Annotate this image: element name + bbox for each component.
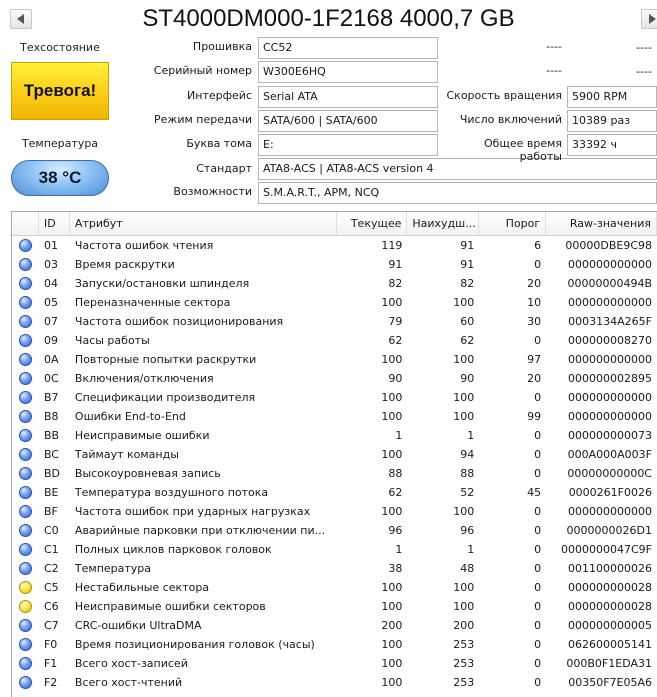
table-row[interactable] — [12, 331, 657, 350]
transfer-mode-label: Режим передачи — [154, 113, 252, 126]
status-cell — [12, 255, 39, 274]
column-header-threshold[interactable]: Порог — [479, 212, 546, 235]
good-status-icon — [19, 372, 32, 385]
threshold-value: 0 — [534, 391, 542, 404]
current-value: 79 — [388, 315, 403, 328]
current-value: 90 — [388, 372, 403, 385]
status-cell — [12, 312, 39, 331]
column-header-current[interactable]: Текущее — [337, 212, 407, 235]
worst-value: 100 — [453, 296, 475, 309]
temperature-badge[interactable]: 38 °C — [11, 160, 109, 196]
attribute-name: Частота ошибок позиционирования — [74, 315, 284, 328]
attribute-name: CRC-ошибки UltraDMA — [74, 619, 202, 632]
worst-value: 62 — [460, 334, 475, 347]
threshold-value: 0 — [534, 505, 542, 518]
good-status-icon — [19, 315, 32, 328]
attribute-id: BD — [43, 467, 60, 480]
status-cell — [12, 673, 39, 692]
worst-value: 60 — [460, 315, 475, 328]
worst-value: 100 — [453, 581, 475, 594]
status-cell — [12, 293, 39, 312]
attribute-name: Всего хост-чтений — [74, 676, 183, 689]
unknown-field-2: ---- — [567, 61, 657, 83]
next-disk-button[interactable] — [641, 9, 657, 29]
power-on-hours-field: 33392 ч — [567, 134, 657, 156]
firmware-label: Прошивка — [192, 40, 252, 53]
status-cell — [12, 578, 39, 597]
features-field: S.M.A.R.T., APM, NCQ — [258, 182, 657, 204]
raw-value: 000B0F1EDA31 — [566, 657, 652, 670]
worst-value: 100 — [453, 600, 475, 613]
good-status-icon — [19, 486, 32, 499]
column-header-id[interactable]: ID — [39, 212, 70, 235]
good-status-icon — [19, 505, 32, 518]
raw-value: 000000008270 — [568, 334, 652, 347]
disk-title: ST4000DM000-1F2168 4000,7 GB — [142, 5, 515, 32]
transfer-mode-field: SATA/600 | SATA/600 — [258, 110, 438, 132]
raw-value: 00000000000C — [567, 467, 652, 480]
worst-value: 1 — [467, 429, 475, 442]
current-value: 91 — [388, 258, 403, 271]
status-cell — [12, 388, 39, 407]
attribute-id: BE — [43, 486, 59, 499]
table-row[interactable] — [12, 502, 657, 521]
worst-value: 100 — [453, 410, 475, 423]
worst-value: 94 — [460, 448, 475, 461]
attribute-id: C5 — [43, 581, 59, 594]
good-status-icon — [19, 391, 32, 404]
good-status-icon — [19, 467, 32, 480]
current-value: 100 — [381, 657, 403, 670]
worst-value: 91 — [460, 239, 475, 252]
status-cell — [12, 369, 39, 388]
table-row[interactable] — [12, 673, 657, 692]
current-value: 1 — [395, 429, 403, 442]
table-row[interactable] — [12, 369, 657, 388]
attribute-id: C6 — [43, 600, 59, 613]
rotation-speed-field: 5900 RPM — [567, 86, 657, 108]
good-status-icon — [19, 296, 32, 309]
worst-value: 96 — [460, 524, 475, 537]
good-status-icon — [19, 353, 32, 366]
attribute-id: 04 — [43, 277, 58, 290]
attribute-id: F2 — [43, 676, 58, 689]
attribute-id: 05 — [43, 296, 58, 309]
status-cell — [12, 521, 39, 540]
unknown-label-2: ---- — [546, 64, 562, 77]
attribute-id: BB — [43, 429, 60, 442]
health-status-label: Техсостояние — [20, 41, 100, 54]
status-cell — [12, 331, 39, 350]
threshold-value: 20 — [527, 372, 542, 385]
attribute-id: BC — [43, 448, 59, 461]
raw-value: 000000000000 — [568, 410, 652, 423]
status-cell — [12, 236, 39, 255]
unknown-label-1: ---- — [546, 40, 562, 53]
worst-value: 253 — [453, 676, 475, 689]
attribute-name: Включения/отключения — [74, 372, 214, 385]
status-cell — [12, 635, 39, 654]
worst-value: 90 — [460, 372, 475, 385]
good-status-icon — [19, 562, 32, 575]
triangle-right-icon — [648, 14, 656, 24]
worst-value: 253 — [453, 638, 475, 651]
drive-letter-field: E: — [258, 134, 438, 156]
worst-value: 1 — [467, 543, 475, 556]
good-status-icon — [19, 429, 32, 442]
raw-value: 000000000073 — [568, 429, 652, 442]
attribute-name: Ошибки End-to-End — [74, 410, 186, 423]
table-body — [12, 236, 657, 692]
attribute-name: Всего хост-записей — [74, 657, 188, 670]
table-row[interactable] — [12, 635, 657, 654]
attribute-name: Повторные попытки раскрутки — [74, 353, 257, 366]
unknown-field-1: ---- — [567, 37, 657, 59]
current-value: 100 — [381, 353, 403, 366]
attribute-id: C1 — [43, 543, 59, 556]
serial-label: Серийный номер — [153, 64, 252, 77]
good-status-icon — [19, 619, 32, 632]
status-cell — [12, 426, 39, 445]
attribute-id: 07 — [43, 315, 58, 328]
caution-status-icon — [19, 581, 32, 594]
threshold-value: 99 — [527, 410, 542, 423]
table-row[interactable] — [12, 312, 657, 331]
table-row[interactable] — [12, 236, 657, 255]
worst-value: 100 — [453, 391, 475, 404]
current-value: 96 — [388, 524, 403, 537]
threshold-value: 20 — [527, 277, 542, 290]
raw-value: 00000DBE9C98 — [565, 239, 652, 252]
table-row[interactable] — [12, 578, 657, 597]
threshold-value: 10 — [527, 296, 542, 309]
attribute-name: Часы работы — [74, 334, 150, 347]
worst-value: 91 — [460, 258, 475, 271]
good-status-icon — [19, 657, 32, 670]
attribute-id: C2 — [43, 562, 59, 575]
threshold-value: 0 — [534, 657, 542, 670]
status-cell — [12, 502, 39, 521]
current-value: 62 — [388, 334, 403, 347]
power-on-count-label: Число включений — [459, 113, 562, 126]
raw-value: 0000000047C9F — [561, 543, 652, 556]
good-status-icon — [19, 638, 32, 651]
attribute-id: C0 — [43, 524, 59, 537]
raw-value: 000000000000 — [568, 296, 652, 309]
threshold-value: 45 — [527, 486, 542, 499]
threshold-value: 0 — [534, 524, 542, 537]
attribute-name: Таймаут команды — [74, 448, 179, 461]
interface-label: Интерфейс — [187, 89, 252, 102]
raw-value: 0000261F0026 — [568, 486, 652, 499]
status-cell — [12, 483, 39, 502]
threshold-value: 0 — [534, 619, 542, 632]
raw-value: 00350F7E05A6 — [568, 676, 652, 689]
attribute-name: Высокоуровневая запись — [74, 467, 221, 480]
status-cell — [12, 654, 39, 673]
raw-value: 00000000494B — [567, 277, 652, 290]
table-row[interactable] — [12, 388, 657, 407]
attribute-name: Время раскрутки — [74, 258, 175, 271]
status-cell — [12, 597, 39, 616]
worst-value: 48 — [460, 562, 475, 575]
attribute-id: B8 — [43, 410, 59, 423]
raw-value: 001100000026 — [568, 562, 652, 575]
attribute-name: Спецификации производителя — [74, 391, 256, 404]
power-on-count-field: 10389 раз — [567, 110, 657, 132]
current-value: 100 — [381, 296, 403, 309]
status-cell — [12, 445, 39, 464]
current-value: 100 — [381, 581, 403, 594]
raw-value: 000000000028 — [568, 600, 652, 613]
features-label: Возможности — [173, 185, 252, 198]
standard-label: Стандарт — [196, 162, 252, 175]
power-on-hours-label: Общее время работы — [484, 137, 562, 163]
attribute-id: B7 — [43, 391, 59, 404]
health-status-badge[interactable]: Тревога! — [11, 62, 109, 120]
table-row[interactable] — [12, 616, 657, 635]
attribute-name: Неисправимые ошибки секторов — [74, 600, 266, 613]
column-header-worst[interactable]: Наихудш... — [407, 212, 479, 235]
attribute-id: C7 — [43, 619, 59, 632]
good-status-icon — [19, 448, 32, 461]
current-value: 200 — [381, 619, 403, 632]
raw-value: 000000000005 — [568, 619, 652, 632]
table-row[interactable] — [12, 426, 657, 445]
status-cell — [12, 616, 39, 635]
current-value: 100 — [381, 410, 403, 423]
current-value: 1 — [395, 543, 403, 556]
threshold-value: 97 — [527, 353, 542, 366]
attribute-name: Неисправимые ошибки — [74, 429, 210, 442]
attribute-name: Переназначенные сектора — [74, 296, 231, 309]
caution-status-icon — [19, 600, 32, 613]
attribute-name: Аварийные парковки при отключении пи... — [74, 524, 326, 537]
current-value: 82 — [388, 277, 403, 290]
good-status-icon — [19, 676, 32, 689]
attribute-name: Частота ошибок чтения — [74, 239, 214, 252]
worst-value: 200 — [453, 619, 475, 632]
threshold-value: 0 — [534, 429, 542, 442]
worst-value: 52 — [460, 486, 475, 499]
attribute-name: Запуски/остановки шпинделя — [74, 277, 250, 290]
raw-value: 000000000000 — [568, 258, 652, 271]
raw-value: 000000000000 — [568, 353, 652, 366]
column-header-attribute[interactable]: Атрибут — [70, 212, 338, 235]
status-cell — [12, 464, 39, 483]
table-header — [12, 212, 657, 236]
attribute-name: Частота ошибок при ударных нагрузках — [74, 505, 311, 518]
good-status-icon — [19, 334, 32, 347]
table-row[interactable] — [12, 521, 657, 540]
threshold-value: 30 — [527, 315, 542, 328]
current-value: 62 — [388, 486, 403, 499]
threshold-value: 0 — [534, 448, 542, 461]
current-value: 100 — [381, 448, 403, 461]
status-cell — [12, 559, 39, 578]
table-row[interactable] — [12, 445, 657, 464]
threshold-value: 0 — [534, 467, 542, 480]
table-row[interactable] — [12, 559, 657, 578]
raw-value: 000000002895 — [568, 372, 652, 385]
attribute-name: Нестабильные сектора — [74, 581, 210, 594]
good-status-icon — [19, 524, 32, 537]
attribute-id: 0C — [43, 372, 59, 385]
good-status-icon — [19, 258, 32, 271]
threshold-value: 0 — [534, 638, 542, 651]
good-status-icon — [19, 543, 32, 556]
table-row[interactable] — [12, 293, 657, 312]
serial-field: W300E6HQ — [258, 61, 438, 83]
raw-value: 062600005141 — [568, 638, 652, 651]
standard-field: ATA8-ACS | ATA8-ACS version 4 — [258, 158, 657, 180]
current-value: 100 — [381, 505, 403, 518]
column-header-raw-values[interactable]: Raw-значения — [546, 212, 657, 235]
table-row[interactable] — [12, 540, 657, 559]
threshold-value: 0 — [534, 334, 542, 347]
attribute-id: BF — [43, 505, 58, 518]
threshold-value: 0 — [534, 258, 542, 271]
current-value: 100 — [381, 676, 403, 689]
worst-value: 100 — [453, 353, 475, 366]
attribute-id: F1 — [43, 657, 58, 670]
worst-value: 100 — [453, 505, 475, 518]
status-cell — [12, 350, 39, 369]
column-header-status[interactable] — [12, 212, 39, 235]
table-row[interactable] — [12, 274, 657, 293]
table-row[interactable] — [12, 255, 657, 274]
attribute-id: 03 — [43, 258, 58, 271]
threshold-value: 0 — [534, 600, 542, 613]
table-row[interactable] — [12, 483, 657, 502]
current-value: 100 — [381, 391, 403, 404]
raw-value: 0003134A265F — [568, 315, 652, 328]
worst-value: 88 — [460, 467, 475, 480]
attribute-id: 01 — [43, 239, 58, 252]
threshold-value: 6 — [534, 239, 542, 252]
status-cell — [12, 274, 39, 293]
status-cell — [12, 540, 39, 559]
worst-value: 253 — [453, 657, 475, 670]
smart-attributes-table — [11, 211, 657, 697]
current-value: 100 — [381, 638, 403, 651]
table-row[interactable] — [12, 407, 657, 426]
current-value: 38 — [388, 562, 403, 575]
good-status-icon — [19, 239, 32, 252]
rotation-speed-label: Скорость вращения — [446, 89, 562, 102]
status-cell — [12, 407, 39, 426]
table-row[interactable] — [12, 464, 657, 483]
raw-value: 000000000028 — [568, 581, 652, 594]
table-row[interactable] — [12, 654, 657, 673]
temperature-label: Температура — [21, 137, 99, 150]
raw-value: 000A000A003F — [567, 448, 652, 461]
attribute-name: Полных циклов парковок головок — [74, 543, 272, 556]
threshold-value: 0 — [534, 676, 542, 689]
table-row[interactable] — [12, 350, 657, 369]
threshold-value: 0 — [534, 581, 542, 594]
worst-value: 82 — [460, 277, 475, 290]
table-row[interactable] — [12, 597, 657, 616]
attribute-id: 0A — [43, 353, 59, 366]
attribute-name: Время позиционирования головок (часы) — [74, 638, 315, 651]
current-value: 119 — [381, 239, 403, 252]
attribute-id: 09 — [43, 334, 58, 347]
current-value: 88 — [388, 467, 403, 480]
drive-letter-label: Буква тома — [186, 137, 252, 150]
attribute-id: F0 — [43, 638, 58, 651]
current-value: 100 — [381, 600, 403, 613]
threshold-value: 0 — [534, 543, 542, 556]
firmware-field: CC52 — [258, 37, 438, 59]
attribute-name: Температура — [74, 562, 152, 575]
raw-value: 000000000000 — [568, 391, 652, 404]
attribute-name: Температура воздушного потока — [74, 486, 269, 499]
interface-field: Serial ATA — [258, 86, 438, 108]
raw-value: 000000000000 — [568, 505, 652, 518]
good-status-icon — [19, 410, 32, 423]
good-status-icon — [19, 277, 32, 290]
threshold-value: 0 — [534, 562, 542, 575]
raw-value: 0000000026D1 — [566, 524, 652, 537]
